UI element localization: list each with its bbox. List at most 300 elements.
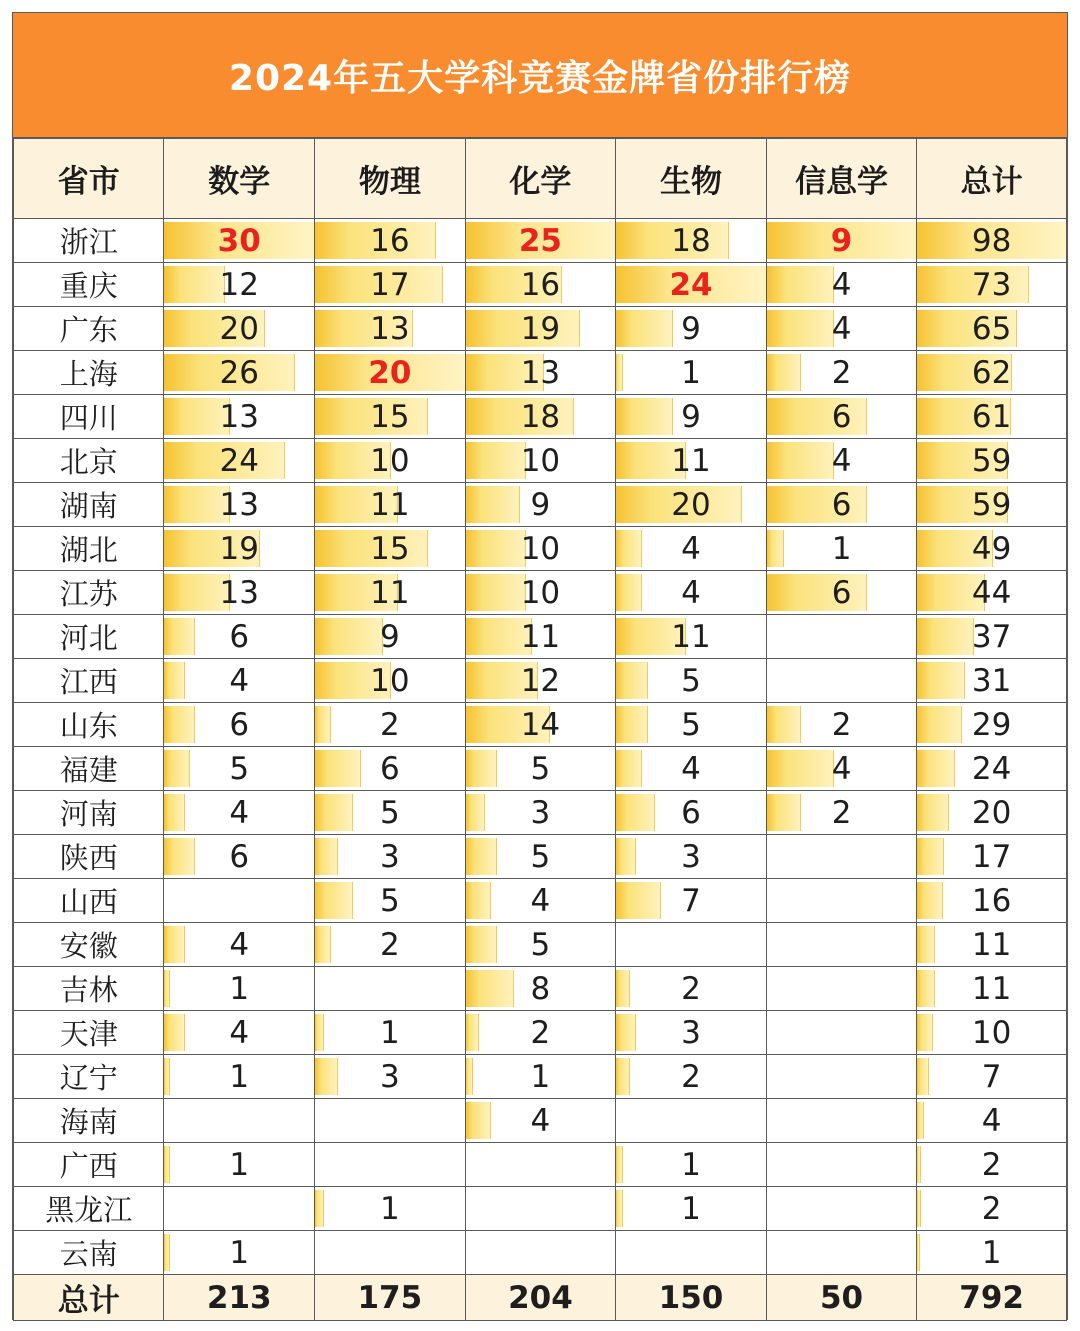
cell-value: 15 [370,530,410,567]
data-bar [616,1014,636,1051]
table-row [14,219,1067,263]
data-bar [767,266,834,303]
data-bar [466,574,527,611]
medal-count-cell [465,483,616,527]
medal-count-cell [766,615,917,659]
medal-count-cell [465,791,616,835]
total-cell [917,747,1067,791]
cell-value: 2 [831,354,852,391]
medal-count-cell [465,1231,616,1275]
medal-count-cell [766,395,917,439]
total-cell [917,615,1067,659]
medal-count-cell [164,439,315,483]
province-cell: 江苏 [14,571,164,615]
medal-count-cell [616,747,767,791]
data-bar [917,618,974,655]
medal-count-cell [164,351,315,395]
ranking-board [12,12,1068,1320]
medal-count-cell [315,659,466,703]
medal-count-cell [315,1187,466,1231]
medal-count-cell [315,615,466,659]
medal-count-cell [616,967,767,1011]
data-bar [164,1058,170,1095]
province-cell: 广西 [14,1143,164,1187]
medal-count-cell [766,659,917,703]
total-cell [917,1055,1067,1099]
data-bar [616,750,642,787]
cell-value: 20 [671,486,711,523]
province-cell: 福建 [14,747,164,791]
data-bar [767,750,834,787]
medal-count-cell [164,923,315,967]
medal-count-cell [766,967,917,1011]
medal-count-cell [616,923,767,967]
cell-value: 16 [370,222,410,259]
column-total-cell: 50 [766,1275,917,1321]
total-cell [917,527,1067,571]
cell-value: 29 [971,706,1012,743]
medal-count-cell [616,1187,767,1231]
medal-count-cell [465,1011,616,1055]
medal-count-cell [315,1099,466,1143]
medal-count-cell [766,1231,917,1275]
cell-value: 9 [830,222,853,259]
cell-value: 6 [681,794,701,831]
cell-value: 59 [971,486,1012,523]
table-row [14,1011,1067,1055]
medal-count-cell [164,747,315,791]
total-cell [917,439,1067,483]
table-row [14,1055,1067,1099]
cell-value: 2 [681,1058,701,1095]
medal-count-cell [616,791,767,835]
cell-value: 7 [681,882,701,919]
cell-value: 14 [520,706,561,743]
medal-count-cell [164,527,315,571]
cell-value: 10 [520,442,561,479]
medal-count-cell [766,879,917,923]
province-cell: 陕西 [14,835,164,879]
cell-value: 9 [681,398,701,435]
cell-value: 61 [971,398,1012,435]
table-row [14,879,1067,923]
cell-value: 5 [681,706,701,743]
data-bar [767,530,785,567]
cell-value: 5 [530,926,551,963]
medal-count-cell [465,1099,616,1143]
total-cell [917,1011,1067,1055]
cell-value: 4 [229,926,250,963]
column-total-cell: 204 [465,1275,616,1321]
cell-value: 30 [217,222,261,259]
cell-value: 2 [379,926,400,963]
cell-value: 8 [530,970,551,1007]
data-bar [315,1190,323,1227]
province-cell: 山东 [14,703,164,747]
medal-count-cell [164,263,315,307]
data-bar [767,442,834,479]
data-bar [616,970,629,1007]
cell-value: 18 [671,222,711,259]
cell-value: 5 [229,750,250,787]
medal-count-cell [164,659,315,703]
data-bar [616,354,623,391]
data-bar [164,662,185,699]
medal-count-cell [315,791,466,835]
medal-count-cell [315,439,466,483]
medal-count-cell [766,307,917,351]
cell-value: 13 [520,354,561,391]
medal-count-cell [315,1011,466,1055]
data-bar [767,486,868,523]
cell-value: 5 [379,882,400,919]
province-cell: 重庆 [14,263,164,307]
cell-value: 12 [219,266,259,303]
cell-value: 62 [971,354,1012,391]
cell-value: 9 [379,618,400,655]
cell-value: 10 [520,530,561,567]
data-bar [466,486,521,523]
data-bar [917,1146,921,1183]
cell-value: 44 [971,574,1012,611]
data-bar [917,662,965,699]
medal-count-cell [465,747,616,791]
total-cell [917,351,1067,395]
table-row [14,615,1067,659]
cell-value: 6 [831,398,852,435]
data-bar [164,794,185,831]
cell-value: 2 [831,794,852,831]
data-bar [466,1102,491,1139]
cell-value: 10 [370,442,410,479]
data-bar [917,1102,924,1139]
medal-count-cell [465,879,616,923]
column-total-cell: 150 [616,1275,767,1321]
province-cell: 江西 [14,659,164,703]
table-row [14,439,1067,483]
cell-value: 6 [229,618,250,655]
cell-value: 49 [971,530,1012,567]
medal-count-cell [616,219,767,263]
data-bar [917,838,944,875]
table-row [14,351,1067,395]
table-row [14,835,1067,879]
cell-value: 3 [681,1014,701,1051]
data-bar [616,398,673,435]
column-header: 信息学 [766,139,917,219]
medal-count-cell [164,483,315,527]
medal-count-cell [315,483,466,527]
page-title: 2024年五大学科竞赛金牌省份排行榜 [228,57,852,99]
cell-value: 11 [370,574,410,611]
data-bar [164,1014,185,1051]
data-bar [466,970,515,1007]
cell-value: 6 [229,706,250,743]
province-cell: 浙江 [14,219,164,263]
medal-count-cell [465,571,616,615]
cell-value: 11 [671,442,711,479]
total-cell [917,395,1067,439]
total-cell [917,659,1067,703]
data-bar [616,794,654,831]
cell-value: 4 [831,750,852,787]
column-header: 化学 [465,139,616,219]
medal-count-cell [465,527,616,571]
medal-count-cell [315,879,466,923]
medal-count-cell [465,1143,616,1187]
data-bar [767,706,801,743]
medal-count-cell [465,659,616,703]
medal-count-cell [616,615,767,659]
province-cell: 吉林 [14,967,164,1011]
column-total-cell: 175 [315,1275,466,1321]
medal-count-cell [766,527,917,571]
table-row [14,1187,1067,1231]
medal-count-cell [616,879,767,923]
column-total-cell: 213 [164,1275,315,1321]
data-bar [164,838,195,875]
total-cell [917,483,1067,527]
medal-count-cell [164,1099,315,1143]
medal-count-cell [465,439,616,483]
table-row [14,527,1067,571]
province-cell: 云南 [14,1231,164,1275]
cell-value: 10 [971,1014,1012,1051]
medal-count-cell [315,703,466,747]
table-row [14,307,1067,351]
cell-value: 1 [681,1190,701,1227]
medal-count-cell [766,1055,917,1099]
medal-count-cell [164,1011,315,1055]
medal-count-cell [465,395,616,439]
total-cell [917,791,1067,835]
data-bar [315,926,331,963]
data-bar [616,662,648,699]
medal-count-cell [766,703,917,747]
data-bar [616,1146,623,1183]
total-cell [917,879,1067,923]
cell-value: 1 [681,1146,701,1183]
cell-value: 6 [831,486,852,523]
medal-count-cell [315,967,466,1011]
medal-count-cell [616,395,767,439]
data-bar [917,1234,920,1271]
data-bar [616,310,673,347]
cell-value: 11 [520,618,561,655]
cell-value: 5 [681,662,701,699]
data-bar [466,926,497,963]
province-cell: 黑龙江 [14,1187,164,1231]
data-bar [616,1058,629,1095]
medal-count-cell [616,351,767,395]
cell-value: 1 [229,1058,250,1095]
column-header: 生物 [616,139,767,219]
data-bar [466,1014,479,1051]
table-header-row [14,139,1067,219]
medal-count-cell [164,307,315,351]
province-cell: 山西 [14,879,164,923]
medal-count-cell [465,615,616,659]
column-header: 物理 [315,139,466,219]
title-banner [13,13,1067,138]
cell-value: 11 [971,970,1012,1007]
total-cell [917,219,1067,263]
data-bar [315,1058,338,1095]
cell-value: 2 [981,1190,1002,1227]
cell-value: 18 [520,398,561,435]
medal-count-cell [164,1143,315,1187]
data-bar [917,926,935,963]
data-bar [466,1058,473,1095]
data-bar [917,794,948,831]
cell-value: 6 [229,838,250,875]
cell-value: 4 [831,310,852,347]
medal-count-cell [315,835,466,879]
data-bar [164,266,225,303]
data-bar [767,574,868,611]
medal-count-cell [616,1011,767,1055]
data-bar [767,398,868,435]
medal-count-cell [766,439,917,483]
medal-count-cell [164,791,315,835]
table-row [14,791,1067,835]
medal-count-cell [766,351,917,395]
medal-count-cell [766,483,917,527]
data-bar [315,706,331,743]
medal-count-cell [465,219,616,263]
province-cell: 河北 [14,615,164,659]
cell-value: 4 [530,1102,551,1139]
total-cell [917,571,1067,615]
cell-value: 1 [681,354,701,391]
data-bar [164,970,170,1007]
cell-value: 24 [669,266,713,303]
cell-value: 3 [681,838,701,875]
medal-count-cell [766,263,917,307]
cell-value: 16 [520,266,561,303]
province-cell: 天津 [14,1011,164,1055]
cell-value: 6 [831,574,852,611]
medal-count-cell [766,1143,917,1187]
data-bar [917,706,962,743]
total-cell [917,703,1067,747]
cell-value: 19 [219,530,259,567]
cell-value: 9 [681,310,701,347]
data-bar [466,750,497,787]
medal-count-cell [315,263,466,307]
data-bar [466,794,485,831]
data-bar [917,1190,921,1227]
medal-count-cell [315,571,466,615]
medal-count-cell [315,395,466,439]
data-bar [917,750,954,787]
medal-count-cell [465,307,616,351]
table-row [14,923,1067,967]
total-cell [917,1187,1067,1231]
cell-value: 1 [530,1058,551,1095]
table-row [14,395,1067,439]
cell-value: 4 [981,1102,1002,1139]
cell-value: 26 [219,354,259,391]
medal-count-cell [315,351,466,395]
column-header: 省市 [14,139,164,219]
cell-value: 1 [379,1190,400,1227]
medal-count-cell [616,439,767,483]
medal-count-cell [164,1231,315,1275]
cell-value: 4 [530,882,551,919]
total-cell [917,263,1067,307]
cell-value: 3 [379,838,400,875]
medal-count-cell [616,527,767,571]
data-bar [315,1014,323,1051]
data-bar [315,838,338,875]
total-cell [917,1143,1067,1187]
total-cell [917,835,1067,879]
total-row [14,1275,1067,1321]
table-row [14,967,1067,1011]
cell-value: 1 [379,1014,400,1051]
data-bar [315,794,353,831]
cell-value: 5 [530,750,551,787]
medal-count-cell [616,703,767,747]
cell-value: 4 [831,266,852,303]
medal-count-cell [315,1143,466,1187]
cell-value: 1 [831,530,852,567]
medal-count-cell [616,1099,767,1143]
medal-count-cell [465,1055,616,1099]
cell-value: 1 [229,970,250,1007]
cell-value: 20 [971,794,1012,831]
data-bar [466,530,527,567]
total-cell [917,1099,1067,1143]
data-bar [767,794,801,831]
medal-count-cell [766,835,917,879]
cell-value: 17 [370,266,410,303]
cell-value: 65 [971,310,1012,347]
cell-value: 7 [981,1058,1002,1095]
cell-value: 59 [971,442,1012,479]
medal-count-cell [616,307,767,351]
table-row [14,1143,1067,1187]
medal-count-cell [766,219,917,263]
data-bar [917,970,935,1007]
cell-value: 16 [971,882,1012,919]
cell-value: 4 [681,574,701,611]
data-bar [164,926,185,963]
total-cell [917,923,1067,967]
data-bar [164,1234,170,1271]
province-cell: 河南 [14,791,164,835]
medal-count-cell [164,703,315,747]
cell-value: 20 [219,310,259,347]
data-bar [616,882,661,919]
cell-value: 1 [981,1234,1002,1271]
data-bar [315,750,361,787]
cell-value: 1 [229,1234,250,1271]
province-cell: 北京 [14,439,164,483]
column-header: 数学 [164,139,315,219]
cell-value: 13 [219,486,259,523]
data-bar [315,882,353,919]
cell-value: 1 [229,1146,250,1183]
cell-value: 4 [681,750,701,787]
data-bar [767,310,834,347]
medal-count-cell [164,395,315,439]
cell-value: 5 [379,794,400,831]
cell-value: 4 [831,442,852,479]
medal-count-cell [315,307,466,351]
cell-value: 24 [219,442,259,479]
